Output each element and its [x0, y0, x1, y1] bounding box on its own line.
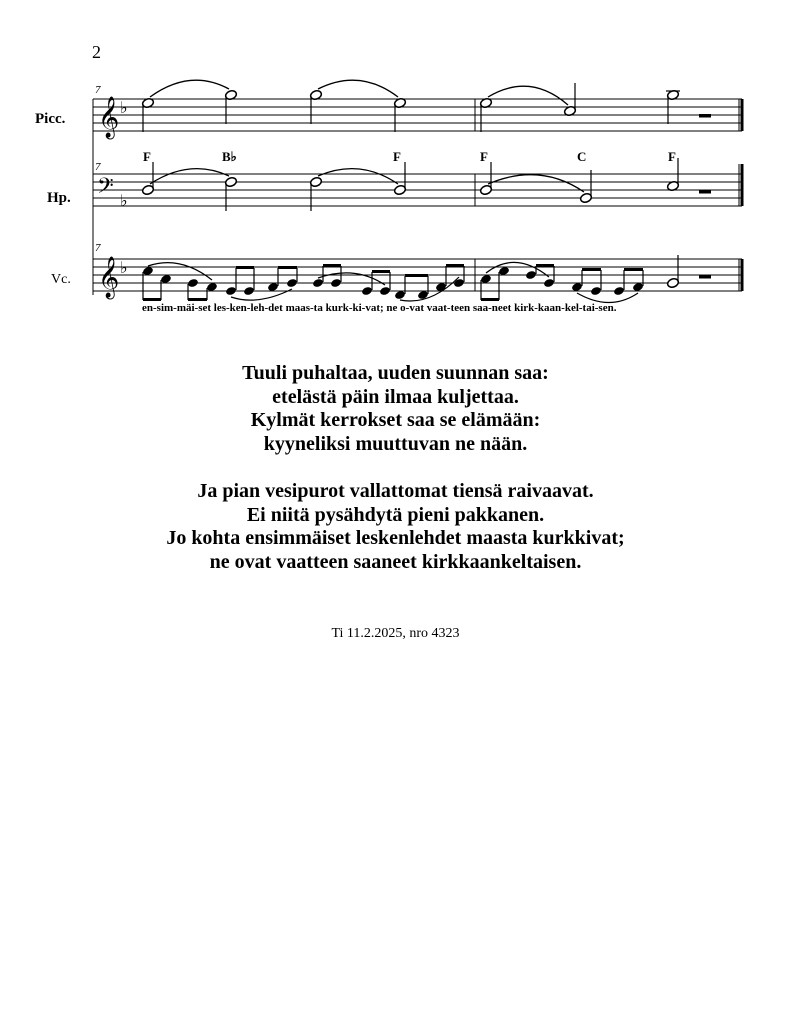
measure-number: 7	[95, 242, 101, 254]
half-rest-icon	[699, 114, 711, 118]
chord-symbol: B♭	[222, 149, 237, 164]
piccolo-staff	[93, 80, 742, 139]
half-rest-icon	[699, 190, 711, 194]
page-number: 2	[92, 42, 101, 62]
instrument-label-piccolo: Picc.	[35, 111, 66, 127]
chord-symbol: C	[577, 149, 587, 164]
poem-line: Ja pian vesipurot vallattomat tiensä raivaavat.	[197, 480, 594, 502]
date-footer: Ti 11.2.2025, nro 4323	[331, 626, 460, 641]
poem-line: ne ovat vaatteen saaneet kirkkaankeltaisen.	[209, 550, 582, 573]
cello-staff	[93, 242, 742, 303]
poem-line: Jo kohta ensimmäiset leskenlehdet maasta kurkkivat;	[166, 527, 625, 549]
poem-line: Tuuli puhaltaa, uuden suunnan saa:	[242, 362, 549, 384]
treble-clef-icon: 𝄞	[98, 257, 120, 298]
chord-symbol: F	[668, 149, 676, 164]
chord-symbol: F	[393, 149, 401, 164]
poem-line: Kylmät kerrokset saa se elämään:	[250, 409, 541, 431]
half-rest-icon	[699, 275, 711, 279]
treble-clef-icon: 𝄞	[98, 97, 120, 138]
lyrics-line	[0, 302, 791, 322]
poem-line: Ei niitä pysähdytä pieni pakkanen.	[246, 503, 545, 526]
harp-staff	[93, 158, 742, 211]
chord-symbol: F	[143, 149, 151, 164]
poem-line: etelästä päin ilmaa kuljettaa.	[272, 385, 519, 408]
bass-clef-icon: 𝄢	[97, 174, 114, 204]
flat-key-signature-icon: ♭	[120, 191, 128, 210]
measure-number: 7	[95, 161, 101, 173]
poem-line: kyyneliksi muuttuvan ne nään.	[263, 432, 528, 455]
chord-symbol: F	[480, 149, 488, 164]
stanza-2	[0, 480, 791, 574]
flat-key-signature-icon: ♭	[120, 258, 128, 277]
instrument-label-harp: Hp.	[47, 190, 71, 206]
stanza-1	[0, 362, 791, 456]
measure-number: 7	[95, 84, 101, 96]
lyrics-text: en-sim-mäi-set les-ken-leh-det maas-ta kurk-ki-vat; ne o-vat vaat-teen saa-neet kirk-kaan-kel-tai-sen.	[142, 302, 617, 314]
instrument-label-cello: Vc.	[51, 272, 71, 287]
score-system	[0, 0, 791, 330]
poem	[0, 362, 791, 598]
flat-key-signature-icon: ♭	[120, 98, 128, 117]
